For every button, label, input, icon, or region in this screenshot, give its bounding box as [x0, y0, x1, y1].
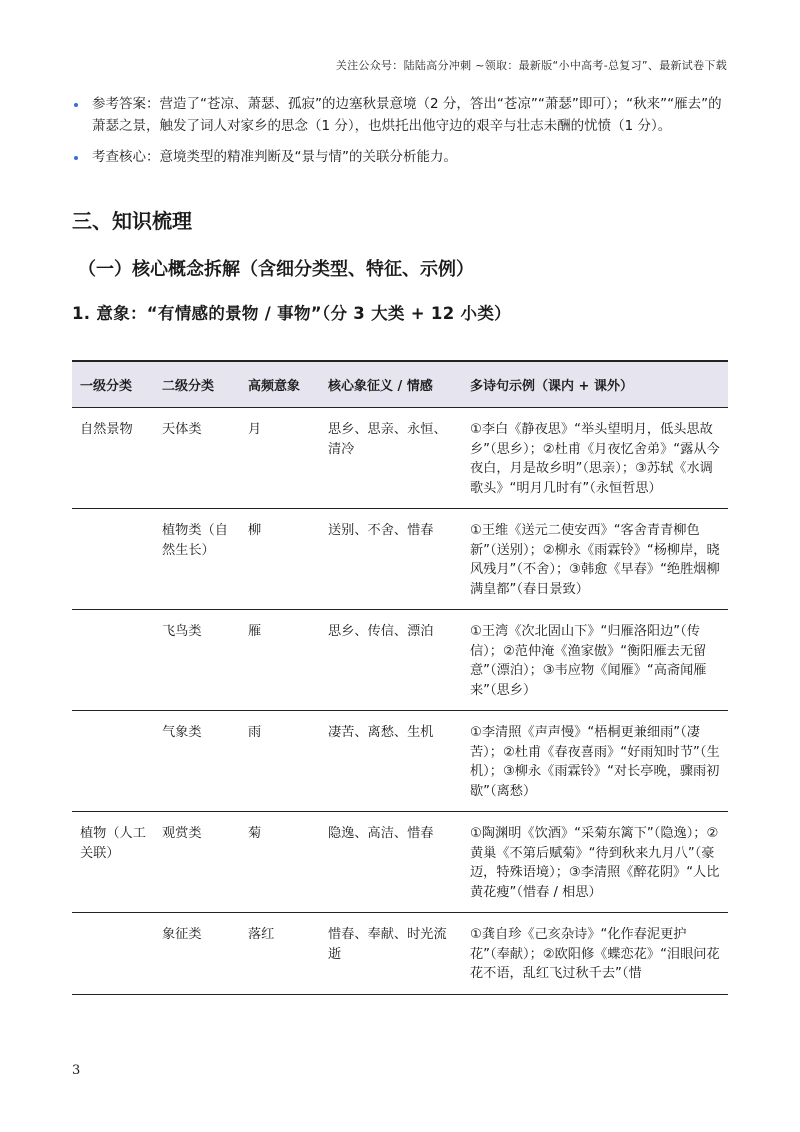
column-header: 多诗句示例（课内 + 课外）	[462, 361, 728, 408]
cell-level1	[72, 610, 154, 711]
cell-meaning: 思乡、传信、漂泊	[320, 610, 462, 711]
cell-image: 月	[240, 408, 320, 509]
cell-examples: ①王湾《次北固山下》“归雁洛阳边”（传信）；②范仲淹《渔家傲》“衡阳雁去无留意”（漂泊）；③韦应物《闻雁》“高斋闻雁来”（思乡）	[462, 610, 728, 711]
cell-meaning: 凄苦、离愁、生机	[320, 711, 462, 812]
cell-examples: ①李白《静夜思》“举头望明月，低头思故乡”（思乡）；②杜甫《月夜忆舍弟》“露从今夜白，月是故乡明”（思亲）；③苏轼《水调歌头》“明月几时有”（永恒哲思）	[462, 408, 728, 509]
table-row	[72, 913, 728, 995]
bullet-dot-icon	[74, 103, 78, 107]
table-row	[72, 812, 728, 913]
cell-level1: 自然景物	[72, 408, 154, 509]
cell-image: 雨	[240, 711, 320, 812]
column-header: 核心象征义 / 情感	[320, 361, 462, 408]
cell-meaning: 送别、不舍、惜春	[320, 509, 462, 610]
cell-meaning: 思乡、思亲、永恒、清冷	[320, 408, 462, 509]
cell-level2: 植物类（自然生长）	[154, 509, 240, 610]
subsection-heading: （一）核心概念拆解（含细分类型、特征、示例）	[78, 259, 474, 280]
column-header: 二级分类	[154, 361, 240, 408]
bullet-reference-answer	[72, 94, 732, 137]
cell-image: 菊	[240, 812, 320, 913]
cell-image: 雁	[240, 610, 320, 711]
table-row	[72, 408, 728, 509]
page-number: 3	[72, 1063, 81, 1078]
table-row	[72, 610, 728, 711]
cell-examples: ①王维《送元二使安西》“客舍青青柳色新”（送别）；②柳永《雨霖铃》“杨柳岸，晓风残月”（不舍）；③韩愈《早春》“绝胜烟柳满皇都”（春日景致）	[462, 509, 728, 610]
column-header: 高频意象	[240, 361, 320, 408]
bullet-dot-icon	[74, 156, 78, 160]
column-header: 一级分类	[72, 361, 154, 408]
bullet-exam-focus	[72, 147, 732, 169]
cell-level1	[72, 509, 154, 610]
cell-examples: ①陶渊明《饮酒》“采菊东篱下”（隐逸）；②黄巢《不第后赋菊》“待到秋来九月八”（豪迈，特殊语境）；③李清照《醉花阴》“人比黄花瘦”（惜春 / 相思）	[462, 812, 728, 913]
bullet-text: 考查核心：意境类型的精准判断及“景与情”的关联分析能力。	[92, 149, 457, 165]
table-header-row	[72, 361, 728, 408]
cell-image: 柳	[240, 509, 320, 610]
cell-level2: 象征类	[154, 913, 240, 995]
answer-bullets	[72, 94, 732, 179]
page-header: 关注公众号：陆陆高分冲刺 ~领取：最新版“小中高考-总复习”、最新试卷下载	[335, 59, 727, 72]
cell-examples: ①李清照《声声慢》“梧桐更兼细雨”（凄苦）；②杜甫《春夜喜雨》“好雨知时节”（生机）；③柳永《雨霖铃》“对长亭晚，骤雨初歇”（离愁）	[462, 711, 728, 812]
cell-level2: 气象类	[154, 711, 240, 812]
cell-level2: 观赏类	[154, 812, 240, 913]
topic-heading: 1. 意象：“有情感的景物 / 事物”（分 3 大类 + 12 小类）	[72, 304, 511, 323]
cell-level2: 飞鸟类	[154, 610, 240, 711]
section-heading: 三、知识梳理	[72, 209, 192, 233]
cell-level1	[72, 913, 154, 995]
cell-level2: 天体类	[154, 408, 240, 509]
cell-meaning: 隐逸、高洁、惜春	[320, 812, 462, 913]
bullet-text: 参考答案：营造了“苍凉、萧瑟、孤寂”的边塞秋景意境（2 分，答出“苍凉”“萧瑟”即可）；“秋来”“雁去”的萧瑟之景，触发了词人对家乡的思念（1 分），也烘托出他守边的艰辛与壮志未酬的忧愤（1 分）。	[92, 96, 722, 134]
cell-examples: ①龚自珍《己亥杂诗》“化作春泥更护花”（奉献）；②欧阳修《蝶恋花》“泪眼问花花不语，乱红飞过秋千去”（惜	[462, 913, 728, 995]
table-row	[72, 711, 728, 812]
cell-level1	[72, 711, 154, 812]
page-bottom-margin	[0, 1023, 800, 1053]
cell-meaning: 惜春、奉献、时光流逝	[320, 913, 462, 995]
imagery-table	[72, 360, 728, 995]
cell-level1: 植物（人工关联）	[72, 812, 154, 913]
cell-image: 落红	[240, 913, 320, 995]
table-row	[72, 509, 728, 610]
